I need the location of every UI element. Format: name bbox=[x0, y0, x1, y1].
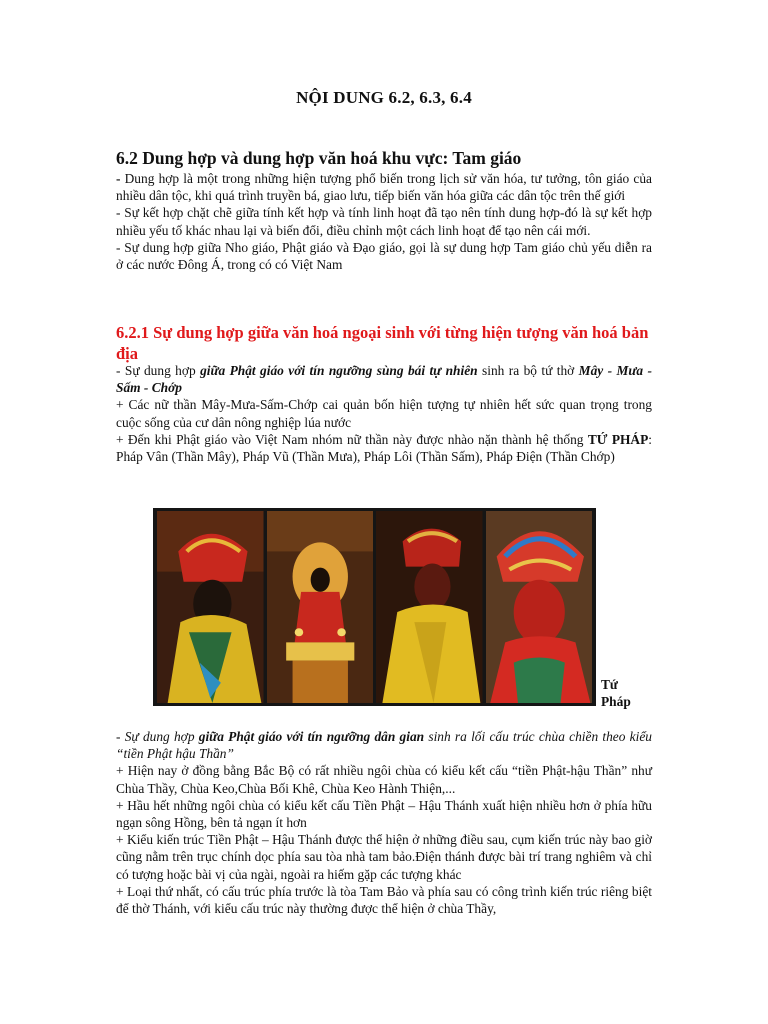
text-run-bold-italic: giữa Phật giáo với tín ngưỡng sùng bái tự nhiên bbox=[200, 363, 478, 378]
statue-photo-phap-vu bbox=[376, 511, 483, 703]
section-6-2-1-body bbox=[116, 362, 652, 465]
bullet: + Các nữ thần Mây-Mưa-Sấm-Chớp cai quản bốn hiện tượng tự nhiên hết sức quan trọng trong cuộc sống của cư dân nông nghiệp lúa nước bbox=[116, 397, 652, 430]
text-run-bold-italic: giữa Phật giáo với tín ngưỡng dân gian bbox=[198, 729, 425, 744]
paragraph: - Sự dung hợp giữa Nho giáo, Phật giáo và Đạo giáo, gọi là sự dung hợp Tam giáo chủ yếu diễn ra ở các nước Đông Á, trong có có Việt Nam bbox=[116, 239, 652, 273]
bullet: + Loại thứ nhất, có cấu trúc phía trước là tòa Tam Bảo và phía sau có công trình kiến trúc riêng biệt để thờ Thánh, với kiểu cấu trúc này thường được thể hiện ở chùa Thầy, bbox=[116, 883, 652, 917]
section-6-2-body bbox=[116, 170, 652, 273]
text-run-bold: TỨ PHÁP bbox=[587, 431, 649, 447]
paragraph bbox=[116, 362, 652, 396]
four-statues-photo bbox=[153, 508, 596, 706]
text-run: : Pháp Vân (Thần Mây), Pháp Vũ (Thần Mưa), Pháp Lôi (Thần Sấm), Pháp Điện (Thần Chớp) bbox=[116, 431, 652, 465]
paragraph bbox=[116, 170, 652, 204]
section-6-2-1-body-continued bbox=[116, 728, 652, 917]
bullet bbox=[116, 431, 652, 465]
text-run-bold-italic: Mây - Mưa - Sấm - Chớp bbox=[116, 363, 652, 396]
altar-photo bbox=[267, 511, 374, 703]
section-heading-6-2: 6.2 Dung hợp và dung hợp văn hoá khu vực: Tam giáo bbox=[116, 148, 522, 168]
section-heading-6-2-1: 6.2.1 Sự dung hợp giữa văn hoá ngoại sinh với từng hiện tượng văn hoá bản địa bbox=[116, 323, 649, 363]
bullet: + Hiện nay ở đồng bằng Bắc Bộ có rất nhiều ngôi chùa có kiểu kết cấu “tiền Phật-hậu Thần” như Chùa Thầy, Chùa Keo,Chùa Bối Khê, Chùa Keo Hành Thiện,... bbox=[116, 763, 652, 796]
paragraph bbox=[116, 728, 652, 762]
paragraph-text: Dung hợp là một trong những hiện tượng phổ biến trong lịch sử văn hóa, tư tưởng, tôn giáo của nhiều dân tộc, khi quá trình truyền bá, giao lưu, tiếp biến văn hóa giữa các dân tộc trên thế giới bbox=[116, 171, 652, 204]
bullet: + Kiểu kiến trúc Tiền Phật – Hậu Thánh được thể hiện ở những điều sau, cụm kiến trúc này bao giờ cũng nằm trên trục chính dọc phía sau tòa nhà tam bảo.Điện thánh được bài trí trang nghiêm và chỉ có tượng hoặc bài vị của ngài, ngoài ra hiếm gặp các tượng khác bbox=[116, 832, 652, 882]
text-run: - Sự dung hợp bbox=[116, 729, 199, 744]
text-run: - Sự dung hợp bbox=[116, 363, 201, 378]
bullet: + Hầu hết những ngôi chùa có kiểu kết cấu Tiền Phật – Hậu Thánh xuất hiện nhiều hơn ở phía hữu ngạn sông Hồng, bên tả ngạn ít hơn bbox=[116, 797, 652, 831]
dash: - bbox=[116, 171, 125, 186]
text-run: sinh ra bộ tứ thờ bbox=[477, 363, 579, 378]
statue-photo-phap-loi bbox=[486, 511, 593, 703]
text-run: + Đến khi Phật giáo vào Việt Nam nhóm nữ thần này được nhào nặn thành hệ thống bbox=[116, 431, 588, 447]
statue-photo-phap-van bbox=[157, 511, 264, 703]
photo-caption: Tứ Pháp bbox=[601, 677, 631, 709]
text-run: sinh ra lối cấu trúc chùa chiền theo kiểu “tiền Phật hậu Thần” bbox=[116, 729, 652, 762]
page-title: NỘI DUNG 6.2, 6.3, 6.4 bbox=[296, 88, 472, 107]
paragraph: - Sự kết hợp chặt chẽ giữa tính kết hợp và tính linh hoạt đã tạo nên tính dung hợp-đó là sự kết hợp nhiều yếu tố khác nhau lại và biến đổi, điều chỉnh một cách linh hoạt để tạo nên cái mới. bbox=[116, 205, 652, 238]
